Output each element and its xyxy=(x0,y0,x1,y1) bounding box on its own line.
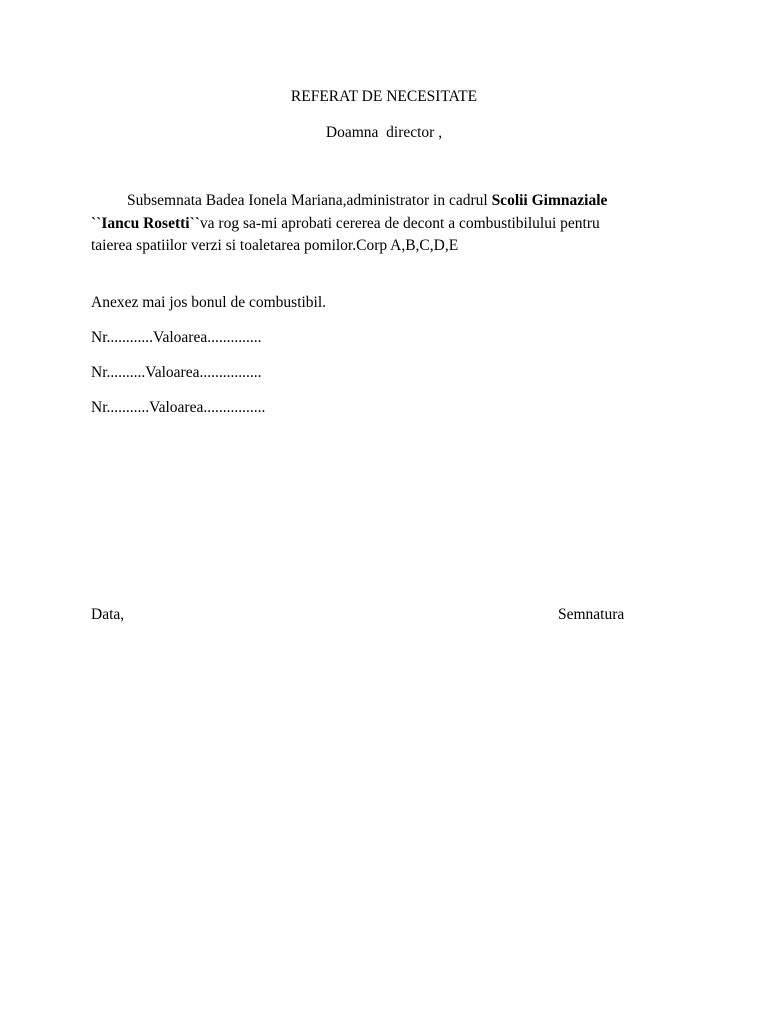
school-name: Scolii Gimnaziale ``Iancu Rosetti`` xyxy=(91,192,608,232)
request-text-start: Subsemnata Badea Ionela Mariana,administrator in cadrul xyxy=(127,192,492,209)
receipt-row: Nr...........Valoarea................ xyxy=(91,399,266,416)
receipt-row: Nr............Valoarea.............. xyxy=(91,329,262,346)
date-label: Data, xyxy=(91,606,125,623)
document-title: REFERAT DE NECESITATE xyxy=(290,88,478,105)
salutation: Doamna director , xyxy=(325,124,443,141)
signature-label: Semnatura xyxy=(558,606,625,623)
request-text-end: va rog sa-mi aprobati cererea de decont a combustibilului pentru taierea spatiilor verzi si toaletarea pomilor.Corp A,B,C,D,E xyxy=(91,214,600,254)
request-paragraph xyxy=(91,190,626,258)
receipt-row: Nr..........Valoarea................ xyxy=(91,364,262,381)
annex-line: Anexez mai jos bonul de combustibil. xyxy=(91,294,327,311)
